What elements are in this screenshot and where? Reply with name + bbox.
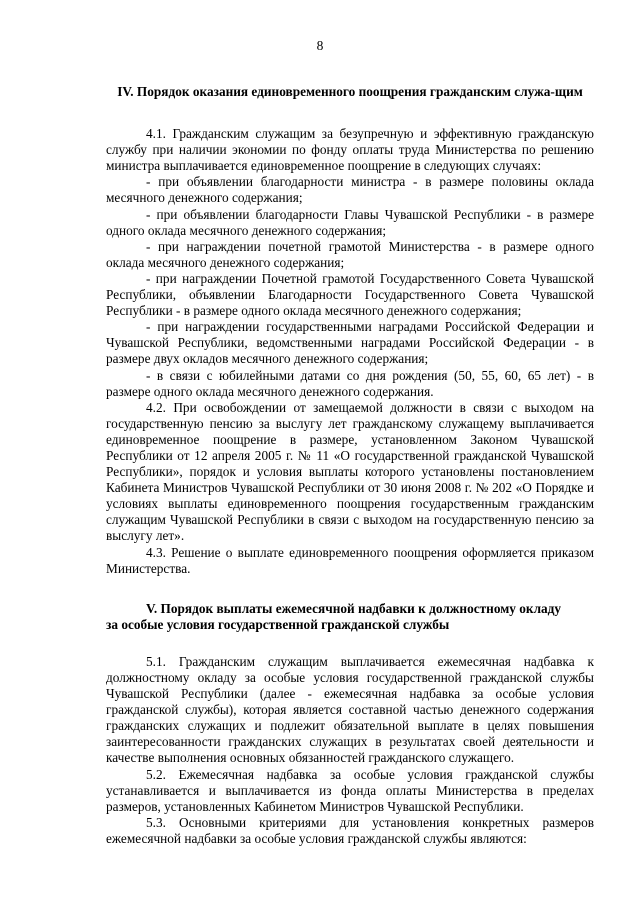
list-item-4-1-b: - при объявлении благодарности Главы Чувашской Республики - в размере одного оклада месячного денежного содержания; (106, 206, 594, 238)
page-number: 8 (316, 38, 324, 53)
list-item-4-1-a: - при объявлении благодарности министра - в размере половины оклада месячного денежного содержания; (106, 174, 594, 206)
section-4-heading: IV. Порядок оказания единовременного поощрения гражданским служа-щим (117, 84, 583, 99)
section-5-heading-line-2: за особые условия государственной гражданской службы (106, 616, 450, 632)
list-item-4-1-d: - при награждении Почетной грамотой Государственного Совета Чувашской Республики, объявлении Благодарности Государственного Совета Чувашской Республики - в размере одного оклада месячного денежного содержания; (106, 270, 594, 319)
section-5-heading-line-1: V. Порядок выплаты ежемесячной надбавки к должностному окладу (146, 600, 562, 616)
paragraph-5-2: 5.2. Ежемесячная надбавка за особые условия гражданской службы устанавливается и выплачивается из фонда оплаты Министерства в пределах размеров, установленных Кабинетом Министров Чувашской Республики. (106, 766, 594, 814)
list-item-4-1-c: - при награждении почетной грамотой Министерства - в размере одного оклада месячного денежного содержания; (106, 238, 594, 270)
list-item-4-1-e: - при награждении государственными наградами Российской Федерации и Чувашской Республики, ведомственными наградами Российской Федерации - в размере двух окладов месячного денежного содержания; (106, 319, 594, 367)
section-4 (106, 84, 594, 577)
paragraph-4-2: 4.2. При освобождении от замещаемой должности в связи с выходом на государственную пенсию за выслугу лет гражданскому служащему выплачивается единовременное поощрение в размере, установленном Законом Чувашской Республики от 12 апреля 2005 г. № 11 «О государственной гражданской Чувашской Республики», порядок и условия выплаты которого установлены постановлением Кабинета Министров Чувашской Республики от 30 июня 2008 г. № 202 «О Порядке и условиях выплаты единовременного поощрения государственным гражданским служащим Чувашской Республики в связи с выходом на государственную пенсию за выслугу лет». (106, 399, 594, 544)
paragraph-4-1: 4.1. Гражданским служащим за безупречную и эффективную гражданскую службу при наличии экономии по фонду оплаты труда Министерства по решению министра выплачивается единовременное поощрение в следующих случаях: (106, 126, 594, 174)
paragraph-4-3: 4.3. Решение о выплате единовременного поощрения оформляется приказом Министерства. (106, 544, 594, 576)
document-body (106, 84, 594, 847)
section-5 (106, 601, 594, 847)
paragraph-5-1: 5.1. Гражданским служащим выплачивается ежемесячная надбавка к должностному окладу за особые условия государственной гражданской службы Чувашской Республики (далее - ежемесячная надбавка за особые условия гражданской службы), которая является составной частью денежного содержания гражданских служащих и подлежит обязательной выплате в целях повышения заинтересованности гражданских служащих в результатах своей деятельности и качестве выполнения основных обязанностей гражданского служащего. (106, 653, 594, 766)
paragraph-5-3: 5.3. Основными критериями для установления конкретных размеров ежемесячной надбавки за особые условия гражданской службы являются: (106, 814, 594, 846)
list-item-4-1-f: - в связи с юбилейными датами со дня рождения (50, 55, 60, 65 лет) - в размере одного оклада месячного денежного содержания. (106, 367, 594, 399)
section-5-heading (106, 601, 594, 633)
